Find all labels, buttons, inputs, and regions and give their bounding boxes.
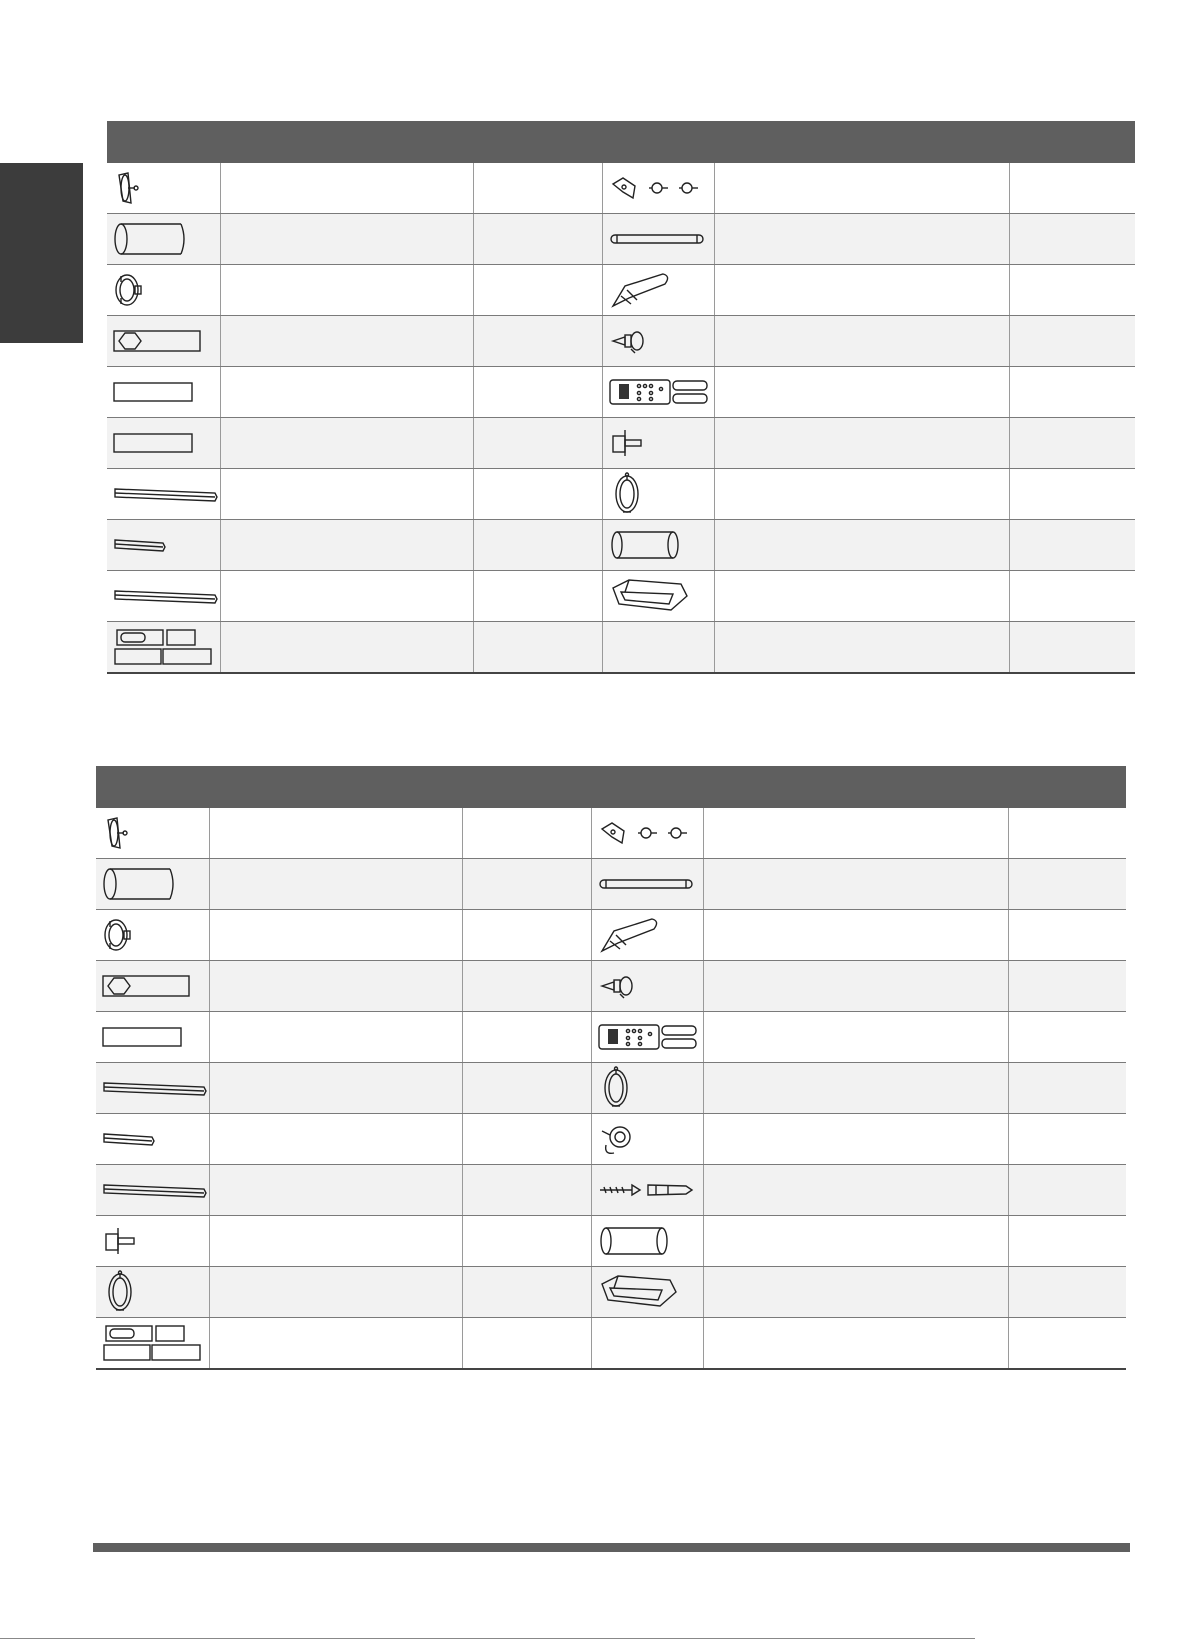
foam-seal-short-icon — [107, 534, 220, 556]
part-quantity — [1009, 622, 1135, 674]
drain-hose-icon — [592, 874, 703, 894]
part-name — [714, 214, 1009, 265]
part-name — [703, 1165, 1008, 1216]
table-row — [96, 859, 1126, 910]
part-name — [209, 1114, 462, 1165]
part-name — [703, 1063, 1008, 1114]
part-image-cell — [107, 163, 220, 214]
part-name — [714, 418, 1009, 469]
part-image-cell — [96, 808, 209, 859]
hose-adapter-icon — [107, 270, 220, 310]
hose-clamp-ring-icon — [96, 1270, 209, 1314]
exhaust-hose-icon — [107, 219, 220, 259]
part-image-cell — [107, 469, 220, 520]
part-image-cell — [591, 961, 703, 1012]
table-row — [96, 1216, 1126, 1267]
part-name — [209, 910, 462, 961]
part-image-cell — [96, 1165, 209, 1216]
foam-seal-long-icon — [107, 585, 220, 607]
part-name — [209, 1318, 462, 1370]
part-image-cell — [107, 265, 220, 316]
part-quantity — [473, 520, 602, 571]
part-image-cell — [602, 316, 714, 367]
foam-seal-long-icon — [107, 483, 220, 505]
part-quantity — [473, 214, 602, 265]
part-quantity — [462, 1318, 591, 1370]
hose-adapter-icon — [96, 915, 209, 955]
part-name — [220, 214, 473, 265]
drain-plug-icon — [603, 326, 714, 356]
window-panel-icon — [107, 430, 220, 456]
hose-icon — [592, 1224, 703, 1258]
part-image-cell — [602, 622, 714, 674]
accessories-table-1 — [107, 121, 1135, 674]
part-quantity — [1008, 808, 1126, 859]
part-quantity — [473, 265, 602, 316]
part-image-cell — [591, 1114, 703, 1165]
hose-clamp-ring-icon — [592, 1066, 703, 1110]
sealing-panel-kit-icon — [96, 1323, 209, 1363]
part-image-cell — [591, 1318, 703, 1370]
table-row — [96, 1318, 1126, 1370]
part-image-cell — [602, 265, 714, 316]
part-name — [703, 808, 1008, 859]
part-quantity — [473, 469, 602, 520]
part-image-cell — [107, 316, 220, 367]
part-name — [209, 1267, 462, 1318]
table-row — [107, 622, 1135, 674]
part-name — [703, 1216, 1008, 1267]
table-row — [96, 1012, 1126, 1063]
part-image-cell — [96, 859, 209, 910]
part-name — [703, 1267, 1008, 1318]
table-row — [96, 1063, 1126, 1114]
part-name — [714, 469, 1009, 520]
part-name — [714, 367, 1009, 418]
wall-clip-icon — [592, 1119, 703, 1159]
part-quantity — [1009, 214, 1135, 265]
part-quantity — [1008, 1165, 1126, 1216]
part-quantity — [1009, 265, 1135, 316]
part-image-cell — [591, 1063, 703, 1114]
part-quantity — [1008, 1012, 1126, 1063]
part-quantity — [462, 1165, 591, 1216]
part-name — [714, 265, 1009, 316]
window-panel-icon — [107, 379, 220, 405]
part-image-cell — [96, 1114, 209, 1165]
part-image-cell — [602, 418, 714, 469]
part-quantity — [1008, 1216, 1126, 1267]
part-name — [714, 571, 1009, 622]
table-body — [107, 163, 1135, 673]
part-quantity — [473, 367, 602, 418]
table-header — [96, 766, 1126, 808]
part-quantity — [462, 910, 591, 961]
part-image-cell — [96, 910, 209, 961]
part-image-cell — [602, 571, 714, 622]
part-image-cell — [602, 163, 714, 214]
remote-and-batteries-icon — [603, 375, 714, 409]
drain-connector-icon — [603, 426, 714, 460]
part-image-cell — [602, 469, 714, 520]
part-quantity — [1009, 469, 1135, 520]
part-image-cell — [107, 214, 220, 265]
part-quantity — [1009, 367, 1135, 418]
foam-seal-long-icon — [96, 1077, 209, 1099]
part-quantity — [1008, 961, 1126, 1012]
part-quantity — [1008, 910, 1126, 961]
part-quantity — [1008, 859, 1126, 910]
part-quantity — [462, 859, 591, 910]
drain-hose-icon — [603, 229, 714, 249]
part-name — [220, 520, 473, 571]
part-quantity — [1009, 316, 1135, 367]
part-name — [714, 520, 1009, 571]
bracket-and-screws-icon — [603, 170, 714, 206]
part-name — [209, 808, 462, 859]
part-name — [209, 859, 462, 910]
part-name — [703, 910, 1008, 961]
table-body — [96, 808, 1126, 1369]
part-image-cell — [96, 1063, 209, 1114]
window-slider-adapter-icon — [592, 1270, 703, 1314]
part-image-cell — [591, 1267, 703, 1318]
part-image-cell — [96, 1216, 209, 1267]
part-name — [703, 961, 1008, 1012]
part-image-cell — [591, 1165, 703, 1216]
part-name — [209, 1012, 462, 1063]
window-bracket-icon — [592, 915, 703, 955]
part-image-cell — [602, 367, 714, 418]
part-quantity — [473, 622, 602, 674]
part-image-cell — [602, 214, 714, 265]
part-quantity — [1008, 1318, 1126, 1370]
hose-icon — [603, 528, 714, 562]
part-quantity — [1008, 1114, 1126, 1165]
part-name — [220, 163, 473, 214]
screw-and-anchor-icon — [592, 1175, 703, 1205]
part-image-cell — [107, 520, 220, 571]
part-quantity — [1009, 418, 1135, 469]
part-image-cell — [591, 1012, 703, 1063]
foam-seal-long-icon — [96, 1179, 209, 1201]
table-row — [96, 1267, 1126, 1318]
part-image-cell — [107, 622, 220, 674]
part-image-cell — [107, 571, 220, 622]
part-name — [209, 1165, 462, 1216]
part-image-cell — [96, 1012, 209, 1063]
part-image-cell — [591, 910, 703, 961]
window-bracket-icon — [603, 270, 714, 310]
table-row — [107, 214, 1135, 265]
drain-plug-icon — [592, 971, 703, 1001]
part-name — [220, 571, 473, 622]
part-quantity — [1009, 163, 1135, 214]
part-quantity — [473, 571, 602, 622]
window-panel-icon — [96, 1024, 209, 1050]
window-slider-adapter-icon — [603, 574, 714, 618]
table-row — [107, 520, 1135, 571]
part-name — [714, 316, 1009, 367]
table-row — [96, 961, 1126, 1012]
part-name — [703, 1012, 1008, 1063]
exhaust-hose-icon — [96, 864, 209, 904]
part-image-cell — [591, 1216, 703, 1267]
part-quantity — [462, 1012, 591, 1063]
part-quantity — [462, 1216, 591, 1267]
bracket-and-screws-icon — [592, 815, 703, 851]
part-image-cell — [591, 859, 703, 910]
part-quantity — [1008, 1063, 1126, 1114]
remote-and-batteries-icon — [592, 1020, 703, 1054]
part-name — [209, 961, 462, 1012]
part-quantity — [1009, 571, 1135, 622]
footer-bar — [93, 1543, 1130, 1552]
part-quantity — [462, 1114, 591, 1165]
window-panel-with-hole-icon — [107, 326, 220, 356]
part-quantity — [473, 418, 602, 469]
part-quantity — [462, 1267, 591, 1318]
table-row — [107, 571, 1135, 622]
part-quantity — [473, 163, 602, 214]
part-name — [714, 163, 1009, 214]
table-header — [107, 121, 1135, 163]
table-row — [96, 808, 1126, 859]
part-name — [220, 265, 473, 316]
part-image-cell — [107, 367, 220, 418]
hose-clamp-ring-icon — [603, 472, 714, 516]
part-name — [703, 1318, 1008, 1370]
window-adapter-icon — [107, 169, 220, 207]
part-image-cell — [591, 808, 703, 859]
table-row — [96, 1165, 1126, 1216]
footer-rule — [0, 1638, 975, 1639]
part-quantity — [473, 316, 602, 367]
table-row — [107, 163, 1135, 214]
part-quantity — [462, 808, 591, 859]
part-name — [209, 1216, 462, 1267]
part-name — [220, 367, 473, 418]
part-quantity — [1008, 1267, 1126, 1318]
part-quantity — [1009, 520, 1135, 571]
part-image-cell — [96, 961, 209, 1012]
part-name — [703, 1114, 1008, 1165]
table-row — [107, 469, 1135, 520]
table-row — [107, 265, 1135, 316]
table-row — [107, 418, 1135, 469]
part-name — [220, 316, 473, 367]
part-name — [209, 1063, 462, 1114]
part-name — [220, 469, 473, 520]
accessories-table-2 — [96, 766, 1126, 1370]
part-image-cell — [96, 1318, 209, 1370]
table-row — [107, 367, 1135, 418]
table-row — [96, 910, 1126, 961]
foam-seal-short-icon — [96, 1128, 209, 1150]
part-quantity — [462, 961, 591, 1012]
drain-connector-icon — [96, 1224, 209, 1258]
table-row — [96, 1114, 1126, 1165]
part-image-cell — [107, 418, 220, 469]
part-name — [220, 622, 473, 674]
window-panel-with-hole-icon — [96, 971, 209, 1001]
window-adapter-icon — [96, 814, 209, 852]
sealing-panel-kit-icon — [107, 627, 220, 667]
part-quantity — [462, 1063, 591, 1114]
part-name — [714, 622, 1009, 674]
part-image-cell — [602, 520, 714, 571]
side-section-tab — [0, 163, 83, 343]
part-name — [703, 859, 1008, 910]
part-image-cell — [96, 1267, 209, 1318]
table-row — [107, 316, 1135, 367]
part-name — [220, 418, 473, 469]
